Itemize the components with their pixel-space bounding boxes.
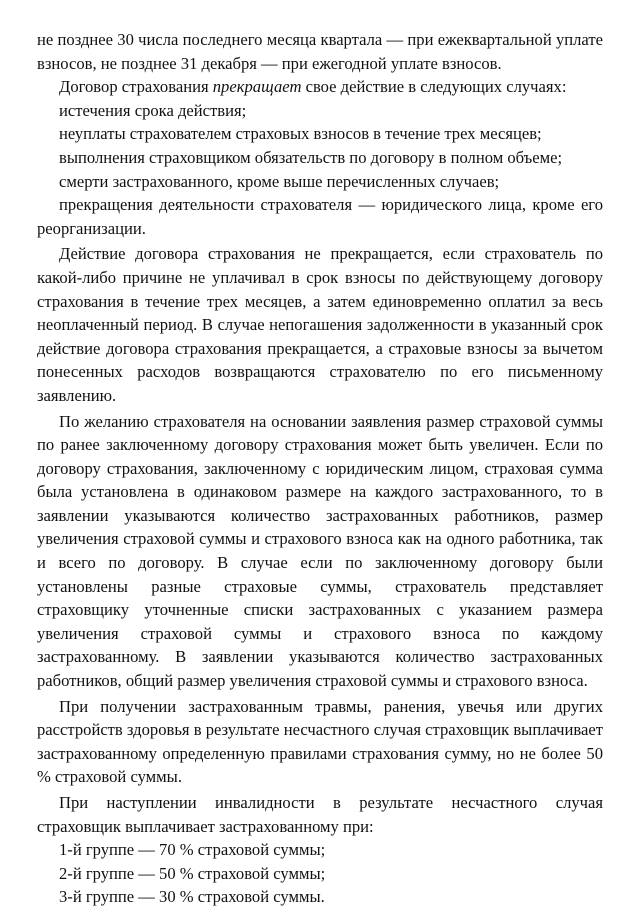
termination-intro-before: Договор страхования <box>59 77 213 97</box>
termination-intro-italic: прекращает <box>212 77 302 97</box>
paragraph-sum-increase: По желанию страхователя на основании заявления размер страховой суммы по ранее заключенному договору страхования может быть увеличен. Если по договору страхования, заключенному с юридическим лицом, страховая сумма была установлена в одинаковом размере на каждого застрахованного, то в заявлении указываются количество застрахованных работников, размер увеличения страховой суммы и страхового взноса как на одного работника, так и всего по договору. В случае если по заключенному договору были установлены разные страховые суммы, страхователь представляет страховщику уточненные списки застрахованных с указанием размера увеличения страховой суммы и страхового взноса по каждому застрахованному. В заявлении указываются количество застрахованных работников, общий размер увеличения страховой суммы и страхового взноса. <box>37 411 603 691</box>
termination-case-item: выполнения страховщиком обязательств по договору в полном объеме; <box>59 147 563 167</box>
termination-case-item: смерти застрахованного, кроме выше перечисленных случаев; <box>59 171 500 191</box>
paragraph-payment-deadline: не позднее 30 числа последнего месяца квартала — при ежеквартальной уплате взносов, не позднее 31 декабря — при ежегодной уплате взносов. <box>37 30 603 73</box>
document-page <box>37 28 603 909</box>
paragraph-non-termination: Действие договора страхования не прекращается, если страхователь по какой-либо причине не уплачивал в срок взносы по действующему договору страхования в течение трех месяцев, а затем единовременно оплатил за весь неоплаченный период. В случае непогашения задолженности в указанный срок действие договора страхования прекращается, а страховые взносы за вычетом понесенных расходов возвращаются страхователю по его письменному заявлению. <box>37 244 603 405</box>
termination-cases-list <box>37 99 603 241</box>
termination-case-item: неуплаты страхователем страховых взносов в течение трех месяцев; <box>59 124 542 144</box>
disability-groups-list <box>37 838 603 909</box>
paragraph-termination-intro <box>37 75 603 99</box>
termination-case-item: прекращения деятельности страхователя — юридического лица, кроме его реорганизации. <box>37 195 603 238</box>
disability-group-item: 1-й группе — 70 % страховой суммы; <box>59 840 326 860</box>
termination-intro-after: свое действие в следующих случаях: <box>301 77 567 97</box>
termination-case-item: истечения срока действия; <box>59 100 247 120</box>
paragraph-disability-intro: При наступлении инвалидности в результате несчастного случая страховщик выплачивает застрахованному при: <box>37 793 603 836</box>
disability-group-item: 3-й группе — 30 % страховой суммы. <box>59 887 325 907</box>
disability-group-item: 2-й группе — 50 % страховой суммы; <box>59 863 326 883</box>
paragraph-injury-payment: При получении застрахованным травмы, ранения, увечья или других расстройств здоровья в результате несчастного случая страховщик выплачивает застрахованному определенную правилами страхования сумму, но не более 50 % страховой суммы. <box>37 696 603 787</box>
